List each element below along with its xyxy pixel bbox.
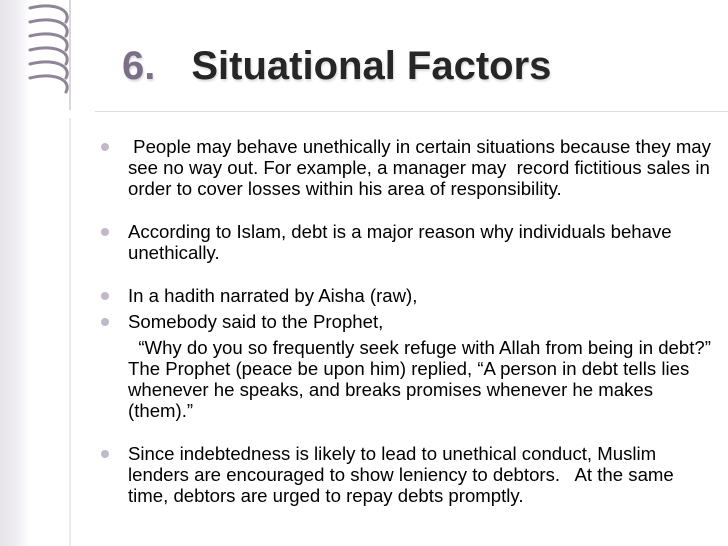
quote-text: “Why do you so frequently seek refuge with Allah from being in debt?” The Prophet (peace be upon him) replied, “A person in debt tells lies whenever he speaks, and breaks promises whenever he makes (them).” bbox=[128, 337, 716, 421]
bullet-list bbox=[101, 136, 717, 506]
binding-line-lower bbox=[69, 118, 71, 546]
bullet-marker bbox=[101, 318, 109, 326]
bullet-item bbox=[101, 311, 711, 332]
bullet-text: According to Islam, debt is a major reason why individuals behave unethically. bbox=[128, 221, 672, 263]
bullet-text: Somebody said to the Prophet, bbox=[128, 311, 384, 332]
bullet-text: People may behave unethically in certain situations because they may see no way out. For example, a manager may record fictitious sales in order to cover losses within his area of responsibility. bbox=[128, 136, 717, 199]
bullet-text: In a hadith narrated by Aisha (raw), bbox=[128, 285, 418, 306]
bullet-item bbox=[101, 221, 711, 263]
quote-paragraph bbox=[101, 337, 716, 421]
bullet-marker bbox=[101, 292, 109, 300]
bullet-marker bbox=[101, 143, 109, 151]
bullet-item bbox=[101, 285, 711, 306]
bullet-text: Since indebtedness is likely to lead to unethical conduct, Muslim lenders are encouraged to show leniency to debtors. At the same time, debtors are urged to repay debts promptly. bbox=[128, 443, 679, 506]
bullet-item bbox=[101, 136, 717, 199]
slide-title bbox=[122, 44, 551, 89]
title-divider bbox=[95, 111, 728, 112]
title-number: 6. bbox=[122, 44, 156, 88]
title-text: Situational Factors bbox=[191, 44, 552, 88]
bullet-item bbox=[101, 443, 711, 506]
bullet-marker bbox=[101, 228, 109, 236]
bullet-marker bbox=[101, 450, 109, 458]
binding-rings-decoration bbox=[0, 0, 80, 120]
